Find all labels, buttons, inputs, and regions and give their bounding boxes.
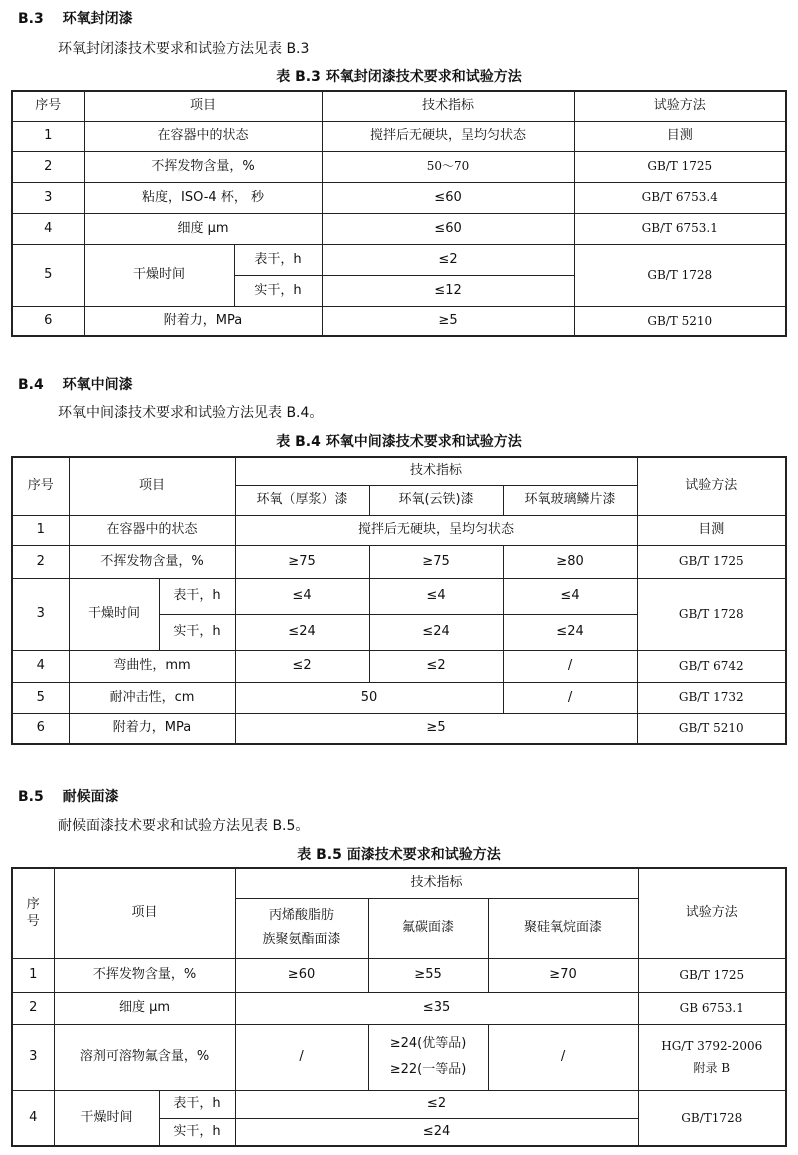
header-index: 技术指标 <box>235 457 637 485</box>
header-sub-product: 环氧玻璃鳞片漆 <box>503 485 637 515</box>
cell-method: GB/T 1732 <box>637 682 786 713</box>
cell-index-line: ≥22(一等品) <box>389 1062 467 1077</box>
section-b3-heading <box>18 8 133 28</box>
section-number: B.4 <box>18 377 44 393</box>
cell-no: 2 <box>12 151 84 182</box>
cell-index: ≤2 <box>235 1090 638 1118</box>
cell-index: ≤24 <box>235 1118 638 1146</box>
cell-index: 搅拌后无硬块，呈均匀状态 <box>322 121 574 151</box>
table-b4 <box>11 456 787 745</box>
header-index: 技术指标 <box>322 91 574 121</box>
cell-index: ≥80 <box>503 545 637 578</box>
cell-no: 1 <box>12 515 69 545</box>
cell-no: 5 <box>12 244 84 306</box>
header-sub-line: 族聚氨酯面漆 <box>262 932 341 947</box>
cell-index: ≤24 <box>235 614 369 650</box>
section-b3-intro: 环氧封闭漆技术要求和试验方法见表 B.3 <box>58 41 310 57</box>
cell-index: ≥70 <box>488 958 638 992</box>
cell-method: GB/T 6753.1 <box>574 213 786 244</box>
cell-item: 附着力，MPa <box>84 306 322 336</box>
table-row <box>12 958 786 992</box>
section-number: B.3 <box>18 11 44 27</box>
header-method: 试验方法 <box>638 868 786 958</box>
cell-index-line: ≥24(优等品) <box>389 1036 467 1052</box>
cell-item: 细度 μm <box>54 992 235 1024</box>
table-header-row <box>12 457 786 485</box>
cell-index: ≥60 <box>235 958 368 992</box>
cell-index: ≥5 <box>235 713 637 744</box>
cell-method: 目测 <box>637 515 786 545</box>
cell-no: 2 <box>12 992 54 1024</box>
cell-index: ≤4 <box>235 578 369 614</box>
cell-no: 4 <box>12 1090 54 1146</box>
header-sub-product <box>235 898 368 958</box>
table-row <box>12 244 786 275</box>
cell-index: ≥75 <box>369 545 503 578</box>
cell-index: ≥5 <box>322 306 574 336</box>
cell-method-line: HG/T 3792-2006 <box>661 1038 763 1053</box>
cell-item: 附着力，MPa <box>69 713 235 744</box>
cell-index: ≥55 <box>368 958 488 992</box>
section-b5-intro: 耐候面漆技术要求和试验方法见表 B.5。 <box>58 818 310 834</box>
table-row <box>12 151 786 182</box>
cell-item: 粘度，ISO-4 杯， 秒 <box>84 182 322 213</box>
cell-index: ≤24 <box>503 614 637 650</box>
table-row <box>12 121 786 151</box>
cell-index: ≤60 <box>322 213 574 244</box>
table-b5-caption: 表 B.5 面漆技术要求和试验方法 <box>297 847 501 863</box>
table-row <box>12 650 786 682</box>
cell-item: 干燥时间 <box>69 578 159 650</box>
header-sub-line: 丙烯酸脂肪 <box>269 908 335 924</box>
cell-method: GB/T 1725 <box>574 151 786 182</box>
header-method: 试验方法 <box>637 457 786 515</box>
cell-item: 弯曲性，mm <box>69 650 235 682</box>
header-no: 序号 <box>12 91 84 121</box>
section-title: 耐候面漆 <box>62 789 119 805</box>
table-row <box>12 213 786 244</box>
cell-index: 搅拌后无硬块，呈均匀状态 <box>235 515 637 545</box>
cell-method: GB/T 1728 <box>574 244 786 306</box>
cell-index: ≤2 <box>235 650 369 682</box>
cell-index: / <box>503 650 637 682</box>
cell-method: 目测 <box>574 121 786 151</box>
cell-index: ≥75 <box>235 545 369 578</box>
cell-method: GB/T 6742 <box>637 650 786 682</box>
cell-item: 不挥发物含量，% <box>54 958 235 992</box>
table-row <box>12 545 786 578</box>
table-header-row <box>12 91 786 121</box>
cell-index: ≤2 <box>369 650 503 682</box>
cell-subitem: 表干，h <box>234 244 322 275</box>
table-b3 <box>11 90 787 337</box>
table-row <box>12 578 786 614</box>
table-row <box>12 1024 786 1090</box>
cell-method: GB/T 1725 <box>637 545 786 578</box>
cell-subitem: 表干，h <box>159 1090 235 1118</box>
table-row <box>12 1090 786 1118</box>
cell-subitem: 表干，h <box>159 578 235 614</box>
cell-item: 干燥时间 <box>84 244 234 306</box>
header-no-line: 号 <box>26 914 40 930</box>
table-b5 <box>11 867 787 1147</box>
cell-item: 溶剂可溶物氟含量，% <box>54 1024 235 1090</box>
cell-item: 在容器中的状态 <box>84 121 322 151</box>
cell-subitem: 实干，h <box>159 1118 235 1146</box>
table-row <box>12 992 786 1024</box>
cell-index: 50 <box>235 682 503 713</box>
cell-index: ≤4 <box>503 578 637 614</box>
cell-method-line: 附录 B <box>693 1061 731 1075</box>
cell-method: GB/T1728 <box>638 1090 786 1146</box>
cell-no: 6 <box>12 306 84 336</box>
cell-index: / <box>235 1024 368 1090</box>
cell-item: 在容器中的状态 <box>69 515 235 545</box>
table-row <box>12 306 786 336</box>
section-b5-heading <box>18 786 119 806</box>
cell-index: / <box>488 1024 638 1090</box>
table-b3-caption: 表 B.3 环氧封闭漆技术要求和试验方法 <box>276 69 522 85</box>
cell-index: ≤4 <box>369 578 503 614</box>
table-row <box>12 515 786 545</box>
header-item: 项目 <box>54 868 235 958</box>
header-no: 序号 <box>12 457 69 515</box>
cell-item: 干燥时间 <box>54 1090 159 1146</box>
cell-method: GB/T 5210 <box>637 713 786 744</box>
section-number: B.5 <box>18 789 44 805</box>
cell-method: GB/T 6753.4 <box>574 182 786 213</box>
cell-no: 4 <box>12 213 84 244</box>
cell-method: GB/T 1725 <box>638 958 786 992</box>
cell-item: 不挥发物含量，% <box>69 545 235 578</box>
section-b4-heading <box>18 374 133 394</box>
cell-no: 1 <box>12 958 54 992</box>
header-sub-product: 氟碳面漆 <box>368 898 488 958</box>
cell-index: / <box>503 682 637 713</box>
cell-item: 不挥发物含量，% <box>84 151 322 182</box>
cell-method <box>638 1024 786 1090</box>
cell-item: 耐冲击性，cm <box>69 682 235 713</box>
cell-no: 2 <box>12 545 69 578</box>
table-row <box>12 182 786 213</box>
header-sub-product: 环氧（厚浆）漆 <box>235 485 369 515</box>
cell-index: ≤2 <box>322 244 574 275</box>
header-index: 技术指标 <box>235 868 638 898</box>
header-sub-product: 环氧(云铁)漆 <box>369 485 503 515</box>
cell-index <box>368 1024 488 1090</box>
header-no <box>12 868 54 958</box>
header-item: 项目 <box>69 457 235 515</box>
cell-no: 4 <box>12 650 69 682</box>
cell-method: GB 6753.1 <box>638 992 786 1024</box>
header-item: 项目 <box>84 91 322 121</box>
cell-no: 6 <box>12 713 69 744</box>
table-header-row <box>12 868 786 898</box>
table-row <box>12 682 786 713</box>
header-sub-product: 聚硅氧烷面漆 <box>488 898 638 958</box>
cell-method: GB/T 5210 <box>574 306 786 336</box>
cell-index: ≤12 <box>322 275 574 306</box>
table-row <box>12 713 786 744</box>
section-title: 环氧中间漆 <box>62 377 133 393</box>
cell-method: GB/T 1728 <box>637 578 786 650</box>
cell-subitem: 实干，h <box>159 614 235 650</box>
cell-no: 1 <box>12 121 84 151</box>
cell-index: ≤60 <box>322 182 574 213</box>
cell-index: ≤24 <box>369 614 503 650</box>
cell-item: 细度 μm <box>84 213 322 244</box>
header-method: 试验方法 <box>574 91 786 121</box>
section-b4-intro: 环氧中间漆技术要求和试验方法见表 B.4。 <box>58 405 324 421</box>
cell-no: 3 <box>12 182 84 213</box>
cell-index: ≤35 <box>235 992 638 1024</box>
cell-no: 3 <box>12 578 69 650</box>
cell-no: 3 <box>12 1024 54 1090</box>
cell-index: 50～70 <box>322 151 574 182</box>
cell-no: 5 <box>12 682 69 713</box>
cell-subitem: 实干，h <box>234 275 322 306</box>
section-title: 环氧封闭漆 <box>62 11 133 27</box>
header-no-line: 序 <box>26 896 40 912</box>
table-b4-caption: 表 B.4 环氧中间漆技术要求和试验方法 <box>276 434 522 450</box>
